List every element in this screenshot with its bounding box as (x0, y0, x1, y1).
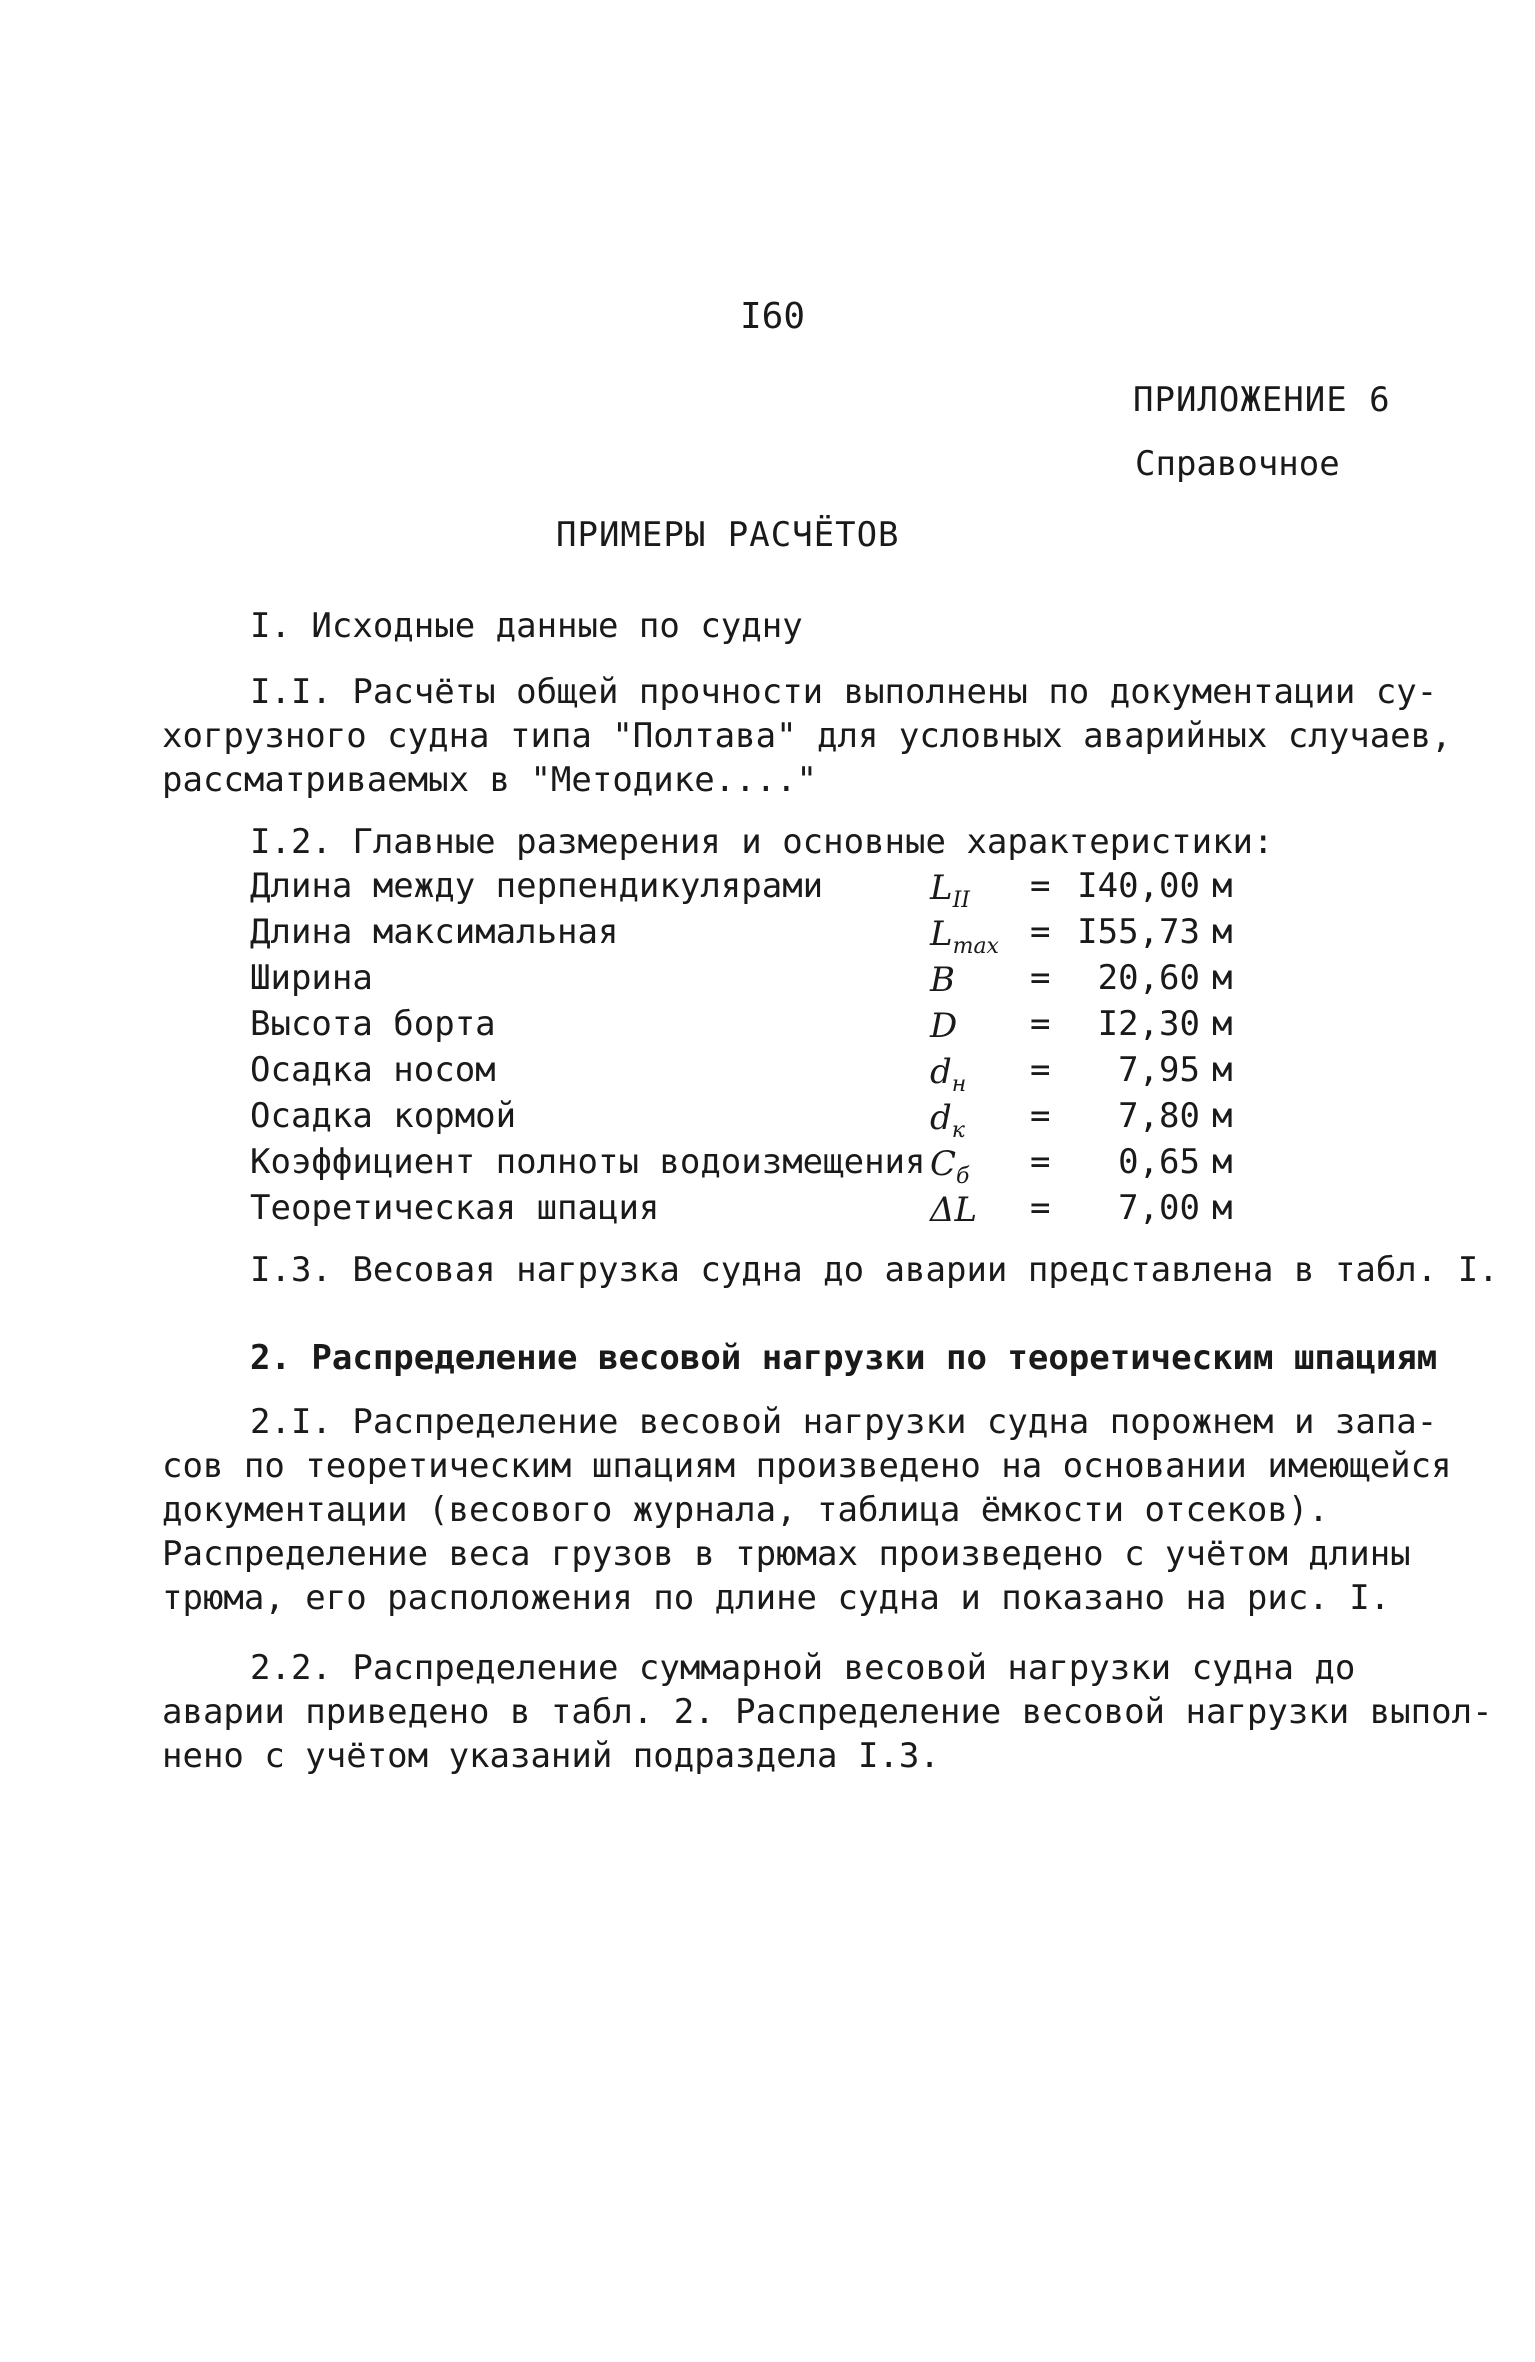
spec-unit: м (1212, 1004, 1233, 1044)
spec-row (250, 1050, 1400, 1096)
paragraph-line: I.I. Расчёты общей прочности выполнены по документации су- (250, 672, 1438, 712)
spec-equals: = (1030, 866, 1051, 906)
spec-symbol: $C_б$ (930, 1144, 970, 1189)
spec-value: I55,73 (1077, 912, 1200, 952)
spec-row (250, 1096, 1400, 1142)
section-heading: I. Исходные данные по судну (250, 606, 803, 646)
spec-row (250, 1142, 1400, 1188)
paragraph-line: нено с учётом указаний подраздела I.3. (162, 1736, 940, 1776)
spec-equals: = (1030, 1004, 1051, 1044)
spec-value: 0,65 (1118, 1142, 1200, 1182)
spec-row (250, 1188, 1400, 1234)
spec-name: Длина между перпендикулярами (250, 866, 824, 906)
paragraph-line: 2.2. Распределение суммарной весовой нагрузки судна до (250, 1648, 1356, 1688)
appendix-type: Справочное (1135, 444, 1340, 484)
spec-symbol: ΔL (930, 1190, 978, 1230)
spec-name: Теоретическая шпация (250, 1188, 660, 1228)
spec-symbol: $L_{max}$ (930, 914, 999, 959)
paragraph-line: хогрузного судна типа "Полтава" для условных аварийных случаев, (162, 716, 1452, 756)
spec-value: 7,95 (1118, 1050, 1200, 1090)
spec-unit: м (1212, 958, 1233, 998)
spec-row (250, 958, 1400, 1004)
spec-name: Коэффициент полноты водоизмещения (250, 1142, 926, 1182)
document-title: ПРИМЕРЫ РАСЧЁТОВ (556, 515, 900, 555)
spec-symbol: $L_{II}$ (930, 868, 970, 913)
spec-value: I40,00 (1077, 866, 1200, 906)
spec-value: 7,00 (1118, 1188, 1200, 1228)
paragraph-line: сов по теоретическим шпациям произведено на основании имеющейся (162, 1446, 1452, 1486)
spec-equals: = (1030, 912, 1051, 952)
spec-name: Ширина (250, 958, 373, 998)
section-heading: 2. Распределение весовой нагрузки по теоретическим шпациям (250, 1338, 1438, 1378)
spec-unit: м (1212, 1142, 1233, 1182)
spec-name: Высота борта (250, 1004, 496, 1044)
spec-row (250, 1004, 1400, 1050)
paragraph-line: 2.I. Распределение весовой нагрузки судна порожнем и запа- (250, 1402, 1438, 1442)
spec-unit: м (1212, 1188, 1233, 1228)
spec-name: Длина максимальная (250, 912, 619, 952)
paragraph-line: Распределение веса грузов в трюмах произведено с учётом длины (162, 1534, 1411, 1574)
spec-symbol: $d_к$ (930, 1098, 965, 1143)
paragraph-line: трюма, его расположения по длине судна и показано на рис. I. (162, 1578, 1391, 1618)
page-number: I60 (740, 296, 806, 337)
spec-unit: м (1212, 1096, 1233, 1136)
spec-value: I2,30 (1097, 1004, 1200, 1044)
spec-value: 7,80 (1118, 1096, 1200, 1136)
spec-value: 20,60 (1097, 958, 1200, 998)
spec-equals: = (1030, 1096, 1051, 1136)
spec-row (250, 912, 1400, 958)
appendix-label: ПРИЛОЖЕНИЕ 6 (1133, 380, 1391, 420)
spec-equals: = (1030, 1188, 1051, 1228)
spec-equals: = (1030, 1142, 1051, 1182)
spec-unit: м (1212, 1050, 1233, 1090)
spec-equals: = (1030, 1050, 1051, 1090)
spec-symbol: $d_н$ (930, 1052, 967, 1097)
subsection-heading: I.2. Главные размерения и основные характеристики: (250, 822, 1274, 862)
paragraph-line: I.3. Весовая нагрузка судна до аварии представлена в табл. I. (250, 1250, 1499, 1290)
spec-name: Осадка носом (250, 1050, 496, 1090)
paragraph-line: документации (весового журнала, таблица ёмкости отсеков). (162, 1490, 1329, 1530)
paragraph-line: рассматриваемых в "Методике...." (162, 760, 818, 800)
spec-name: Осадка кормой (250, 1096, 517, 1136)
spec-symbol: B (930, 960, 955, 1000)
spec-unit: м (1212, 866, 1233, 906)
paragraph-line: аварии приведено в табл. 2. Распределение весовой нагрузки выпол- (162, 1692, 1493, 1732)
spec-symbol: D (930, 1006, 958, 1046)
spec-equals: = (1030, 958, 1051, 998)
spec-row (250, 866, 1400, 912)
spec-unit: м (1212, 912, 1233, 952)
